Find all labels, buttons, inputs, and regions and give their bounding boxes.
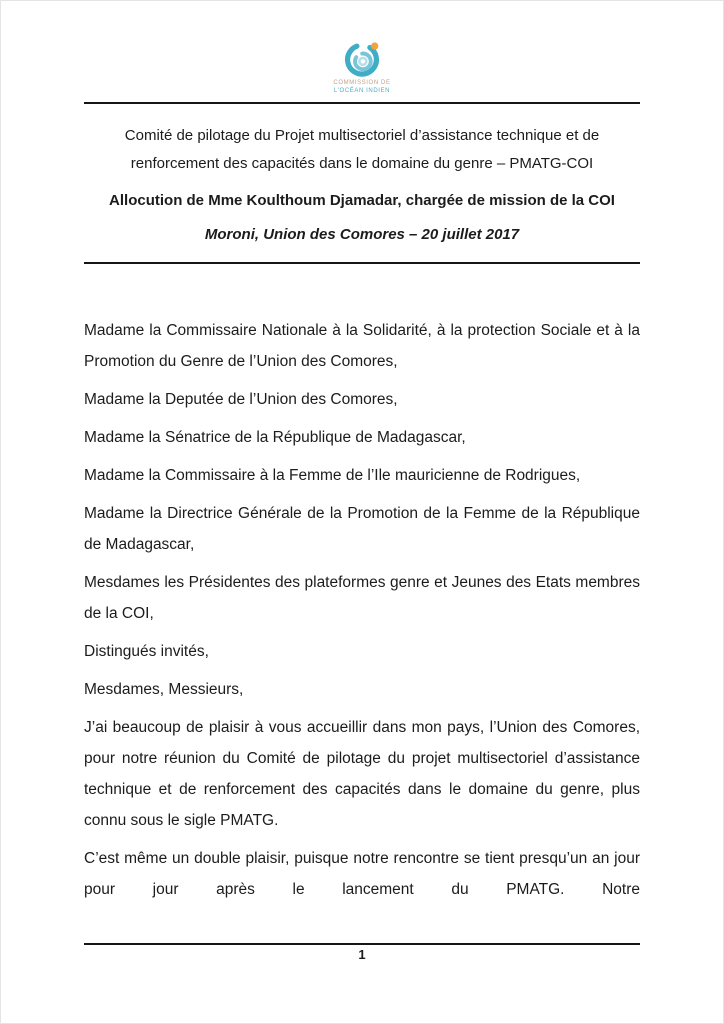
- paragraph: Distingués invités,: [84, 643, 209, 660]
- logo-caption: [84, 79, 640, 95]
- page-footer: [84, 943, 640, 962]
- header-bottom-rule: [84, 262, 640, 264]
- coi-logo: [84, 36, 640, 95]
- paragraph: Madame la Directrice Générale de la Promotion de la Femme de la République de Madagascar,: [84, 505, 640, 553]
- header-top-rule: [84, 102, 640, 104]
- speech-body: [84, 315, 640, 905]
- coi-logo-icon: [340, 36, 384, 78]
- paragraph: Madame la Commissaire Nationale à la Solidarité, à la protection Sociale et à la Promotion du Genre de l’Union des Comores,: [84, 322, 640, 370]
- document-title: Comité de pilotage du Projet multisectoriel d’assistance technique et de renforcement des capacités dans le domaine du genre – PMATG-COI: [124, 127, 600, 172]
- paragraph: Mesdames les Présidentes des plateformes genre et Jeunes des Etats membres de la COI,: [84, 574, 640, 622]
- logo-caption-line1: COMMISSION DE: [333, 80, 391, 86]
- paragraph: Madame la Sénatrice de la République de Madagascar,: [84, 429, 466, 446]
- dateline: Moroni, Union des Comores – 20 juillet 2017: [204, 226, 520, 243]
- logo-caption-line2: L'OCÉAN INDIEN: [333, 88, 391, 94]
- paragraph: C’est même un double plaisir, puisque notre rencontre se tient presqu’un an jour pour jour après le lancement du PMATG. Notre: [84, 850, 640, 898]
- page-number: 1: [358, 947, 366, 962]
- footer-rule: [84, 943, 640, 945]
- paragraph: Madame la Deputée de l’Union des Comores,: [84, 391, 398, 408]
- document-header: [84, 122, 640, 249]
- speech-author-line: Allocution de Mme Koulthoum Djamadar, chargée de mission de la COI: [109, 192, 615, 209]
- paragraph: J’ai beaucoup de plaisir à vous accueillir dans mon pays, l’Union des Comores, pour notre réunion du Comité de pilotage du projet multisectoriel d’assistance technique et de renforcement des capacités dans le domaine du genre, plus connu sous le sigle PMATG.: [84, 719, 640, 829]
- paragraph: Mesdames, Messieurs,: [84, 681, 244, 698]
- paragraph: Madame la Commissaire à la Femme de l’Ile mauricienne de Rodrigues,: [84, 467, 581, 484]
